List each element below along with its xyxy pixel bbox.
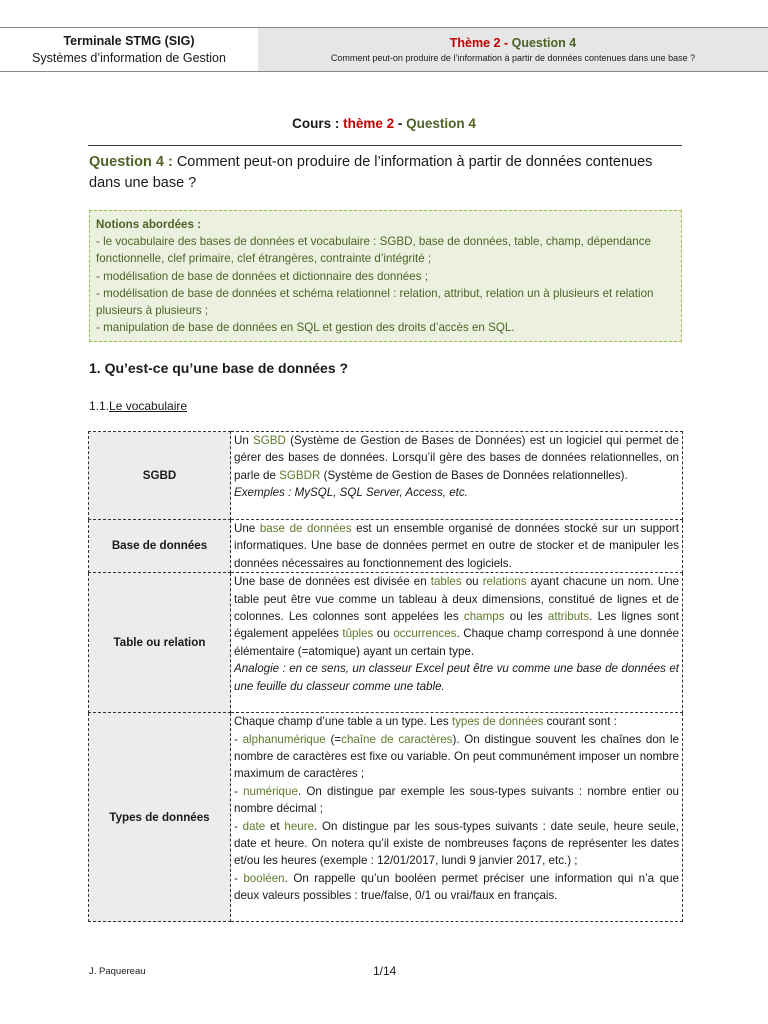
def-keyword: tûples [342,627,374,641]
question-label: Question 4 : [89,154,173,170]
def-keyword: relations [482,575,527,589]
def-keyword: alphanumérique [242,732,326,746]
term-cell: Table ou relation [89,573,231,713]
page-title [0,116,768,131]
term-cell: Types de données [89,713,231,922]
term-cell: SGBD [89,432,231,520]
vocabulary-table [88,431,683,922]
notion-item: - modélisation de base de données et schéma relationnel : relation, attribut, relation un à plusieurs et relation plusieurs à plusieurs ; [96,286,654,318]
section-1-title: 1. Qu’est-ce qu’une base de données ? [89,360,349,376]
def-text: (Système de Gestion de Bases de Données) est un logiciel qui permet de gérer des bases de données. Lorsqu’il gère des bases de données relationnelles, on parle de [234,434,680,482]
title-sep: - [394,116,407,131]
table-row [89,520,683,573]
def-text: . On distingue par les sous-types suivants : date seule, heure seule, date et heure. On notera qu’il existe de nombreuses façons de représenter les dates et/ou les heures (exemple : 12/01/2017, lundi 9 janvier 2017, etc.) ; [234,819,679,868]
def-text: - [234,732,243,746]
header-course [0,28,258,71]
notion-item: - le vocabulaire des bases de données et vocabulaire : SGBD, base de données, table, champ, dépendance fonctionnelle, clef primaire, clef étrangères, contrainte d’intégrité ; [96,235,651,266]
notion-item: - manipulation de base de données en SQL et gestion des droits d’accès en SQL. [96,321,515,335]
definition-cell [231,573,683,713]
def-keyword: booléen [243,871,285,885]
def-text: Chaque champ d’une table a un type. Les [234,715,452,729]
def-keyword: heure [284,819,315,833]
table-row [89,573,683,713]
def-text: . Les lignes sont également appelées [234,610,679,641]
notion-item: - modélisation de base de données et dictionnaire des données ; [96,269,428,283]
notions-box [89,210,682,342]
table-row [89,432,683,520]
header-course-title: Terminale STMG (SIG) [63,33,195,48]
def-text: . Chaque champ correspond à une donnée élémentaire (=atomique) ayant un certain type. [234,627,679,658]
def-keyword: date [242,819,266,833]
section-1-1-number: 1.1. [89,399,110,413]
def-analogy: Analogie : en ce sens, un classeur Excel peut être vu comme une base de données et une feuille du classeur comme une table. [234,662,679,693]
section-1-1-label: Le vocabulaire [109,399,188,413]
definition-cell [231,432,683,520]
def-text: Un [234,434,254,447]
def-text: - [234,784,244,798]
def-text: ou les [504,610,548,624]
def-keyword: champs [463,610,505,624]
def-text: Une [234,522,260,535]
def-text: ). On distingue souvent les chaînes don le nombre de caractères est fixe ou variable. On peut communément imposer un nombre maximum de caractères ; [234,732,679,781]
title-theme: thème 2 [343,116,395,131]
def-text: est un ensemble organisé de données stocké sur un support informatiques. Une base de données permet en outre de stocker et de manipuler les données nécessaires au fonctionnement des logiciels. [234,522,680,570]
term-cell: Base de données [89,520,231,573]
def-text: . On rappelle qu’un booléen permet préciser une information qui n’a que deux valeurs possibles : true/false, 0/1 ou vrai/faux en français. [234,871,679,903]
def-text: . On distingue par exemple les sous-types suivants : nombre entier ou nombre décimal ; [234,784,679,816]
section-1-1-title [89,399,187,413]
notions-heading: Notions abordées : [96,218,202,231]
def-keyword: occurrences [393,627,457,641]
def-keyword: chaîne de caractères [341,732,453,746]
def-text: Une base de données est divisée en [234,575,431,589]
def-text: ayant chacune un nom. Une table peut être vue comme un tableau à deux dimensions, constitué de lignes et de colonnes. Les colonnes sont appelées les [234,575,679,624]
def-keyword: numérique [243,784,298,798]
def-text: - [234,819,243,833]
title-prefix: Cours : [292,116,344,131]
def-example: Exemples : MySQL, SQL Server, Access, etc. [234,486,468,500]
def-keyword: SGBD [253,434,286,447]
def-text: ou [461,575,483,589]
def-keyword: attributs [547,610,590,624]
def-keyword: types de données [451,715,544,729]
table-row [89,713,683,922]
def-text: - [234,871,244,885]
definition-cell [231,520,683,573]
def-keyword: base de données [259,522,352,535]
footer-author: J. Paquereau [89,966,146,977]
header-question: Question 4 [511,35,577,50]
header-chapter [258,28,768,71]
def-text: ou [373,627,394,641]
title-question: Question 4 [406,116,476,131]
header-theme: Thème 2 [449,35,501,50]
title-divider [88,145,682,146]
header-sep: - [500,35,512,50]
def-text: (= [325,732,342,746]
definition-cell [231,713,683,922]
question-text: Comment peut-on produire de l’information à partir de données contenues dans une base ? [89,154,653,191]
footer-page-number: 1/14 [373,964,397,978]
page-header [0,27,768,72]
def-text: (Système de Gestion de Bases de Données relationnelles). [320,468,628,482]
def-text: et [265,819,285,833]
def-keyword: SGBDR [279,468,321,482]
header-chapter-subtitle: Comment peut-on produire de l’information à partir de données contenues dans une base ? [330,52,696,63]
def-text: courant sont : [543,715,617,729]
header-course-subtitle: Systèmes d’information de Gestion [32,50,226,65]
question-statement [89,152,683,194]
def-keyword: tables [430,575,462,589]
header-chapter-title [258,35,768,52]
